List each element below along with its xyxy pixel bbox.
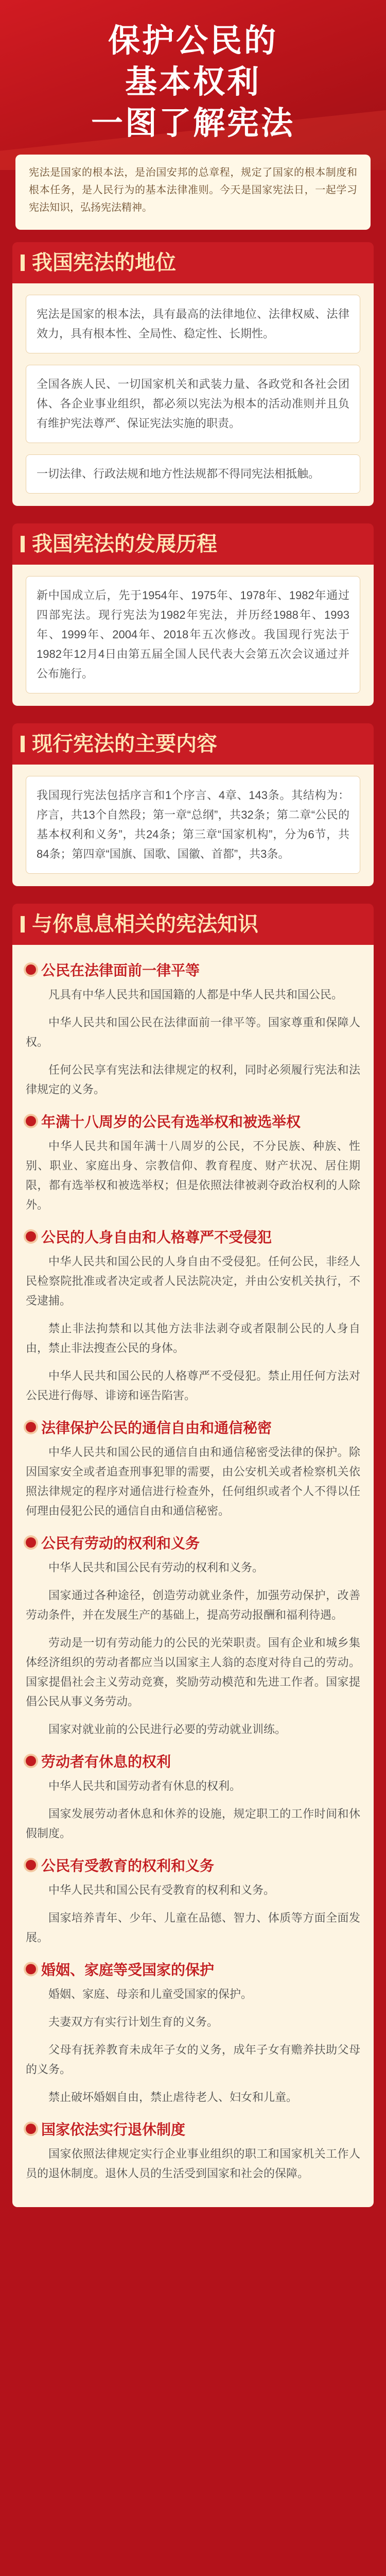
section-body <box>12 565 374 706</box>
history-card: 新中国成立后，先于1954年、1975年、1978年、1982年通过四部宪法。现行宪法为1982年宪法，并历经1988年、1993年、1999年、2004年、2018年五次修改。我国现行宪法于1982年12月4日由第五届全国人民代表大会第五次会议通过并公布施行。 <box>26 576 360 693</box>
knowledge-para: 婚姻、家庭、母亲和儿童受国家的保护。 <box>48 1988 253 2001</box>
knowledge-item-title-text: 公民有受教育的权利和义务 <box>41 1858 215 1874</box>
intro-box: 宪法是国家的根本法，是治国安邦的总章程，规定了国家的根本制度和根本任务，是人民行为的基本法律准则。今天是国家宪法日，一起学习宪法知识，弘扬宪法精神。 <box>15 155 371 230</box>
knowledge-para: 中华人民共和国年满十八周岁的公民，不分民族、种族、性别、职业、家庭出身、宗教信仰、教育程度、财产状况、居住期限，都有选举权和被选举权；但是依照法律被剥夺政治权利的人除外。 <box>26 1140 360 1211</box>
bullet-icon <box>26 1537 36 1548</box>
section-status <box>12 242 374 506</box>
knowledge-para: 禁止破坏婚姻自由，禁止虐待老人、妇女和儿童。 <box>48 2091 298 2104</box>
knowledge-para: 凡具有中华人民共和国国籍的人都是中华人民共和国公民。 <box>48 988 343 1001</box>
knowledge-item-8 <box>26 1959 360 2107</box>
section-title: 我国宪法的地位 <box>12 242 374 283</box>
title-line-2: 基本权利 <box>125 64 261 100</box>
knowledge-item-4 <box>26 1417 360 1521</box>
bullet-icon <box>26 1860 36 1870</box>
title-line-3: 一图了解宪法 <box>91 106 295 141</box>
knowledge-para: 中华人民共和国公民有劳动的权利和义务。 <box>48 1561 264 1574</box>
content-card: 我国现行宪法包括序言和1个序言、4章、143条。其结构为：序言，共13个自然段；第一章“总纲”，共32条；第二章“公民的基本权利和义务”，共24条；第三章“国家机构”，分为6节，共84条；第四章“国旗、国歌、国徽、首都”，共3条。 <box>26 776 360 874</box>
knowledge-item-title <box>26 1532 360 1553</box>
section-history <box>12 523 374 706</box>
knowledge-para: 国家通过各种途径，创造劳动就业条件，加强劳动保护，改善劳动条件，并在发展生产的基础上，提高劳动报酬和福利待遇。 <box>26 1589 360 1621</box>
knowledge-item-title <box>26 1111 360 1131</box>
knowledge-para: 国家对就业前的公民进行必要的劳动就业训练。 <box>48 1723 287 1736</box>
knowledge-item-3 <box>26 1226 360 1405</box>
knowledge-para: 中华人民共和国公民的通信自由和通信秘密受法律的保护。除因国家安全或者追查刑事犯罪的需要，由公安机关或者检察机关依照法律规定的程序对通信进行检查外，任何组织或者个人不得以任何理由侵犯公民的通信自由和通信秘密。 <box>26 1446 360 1517</box>
knowledge-para: 中华人民共和国公民的人格尊严不受侵犯。禁止用任何方法对公民进行侮辱、诽谤和诬告陷害。 <box>26 1369 360 1402</box>
knowledge-item-title <box>26 1226 360 1247</box>
bullet-icon <box>26 1116 36 1126</box>
knowledge-item-6 <box>26 1751 360 1843</box>
knowledge-item-title-text: 公民在法律面前一律平等 <box>41 962 200 978</box>
status-card-1: 宪法是国家的根本法，具有最高的法律地位、法律权威、法律效力，具有根本性、全局性、稳定性、长期性。 <box>26 295 360 353</box>
title-line-1: 保护公民的 <box>108 23 278 59</box>
knowledge-para: 禁止非法拘禁和以其他方法非法剥夺或者限制公民的人身自由，禁止非法搜查公民的身体。 <box>26 1322 360 1354</box>
knowledge-item-5 <box>26 1532 360 1739</box>
section-title: 我国宪法的发展历程 <box>12 523 374 565</box>
header-banner <box>0 0 386 170</box>
knowledge-item-title-text: 年满十八周岁的公民有选举权和被选举权 <box>41 1114 301 1130</box>
knowledge-item-title <box>26 2119 360 2139</box>
knowledge-item-title <box>26 1751 360 1771</box>
knowledge-para: 父母有抚养教育未成年子女的义务，成年子女有赡养扶助父母的义务。 <box>26 2043 360 2076</box>
section-body <box>12 945 374 2207</box>
bullet-icon <box>26 1422 36 1432</box>
knowledge-item-title-text: 公民的人身自由和人格尊严不受侵犯 <box>41 1229 272 1245</box>
knowledge-item-title-text: 公民有劳动的权利和义务 <box>41 1535 200 1551</box>
knowledge-para: 夫妻双方有实行计划生育的义务。 <box>48 2015 219 2028</box>
section-title: 现行宪法的主要内容 <box>12 723 374 765</box>
knowledge-para: 中华人民共和国公民有受教育的权利和义务。 <box>48 1884 275 1896</box>
knowledge-para: 中华人民共和国劳动者有休息的权利。 <box>48 1780 241 1792</box>
status-card-3: 一切法律、行政法规和地方性法规都不得同宪法相抵触。 <box>26 454 360 494</box>
knowledge-item-9 <box>26 2119 360 2183</box>
knowledge-item-title-text: 婚姻、家庭等受国家的保护 <box>41 1962 215 1978</box>
knowledge-item-title-text: 国家依法实行退休制度 <box>41 2122 186 2138</box>
section-knowledge <box>12 904 374 2207</box>
status-card-2: 全国各族人民、一切国家机关和武装力量、各政党和各社会团体、各企业事业组织，都必须以宪法为根本的活动准则并且负有维护宪法尊严、保证宪法实施的职责。 <box>26 365 360 443</box>
section-body <box>12 765 374 886</box>
bullet-icon <box>26 1756 36 1766</box>
bullet-icon <box>26 1231 36 1242</box>
knowledge-para: 国家发展劳动者休息和休养的设施，规定职工的工作时间和休假制度。 <box>26 1807 360 1840</box>
knowledge-item-title <box>26 1855 360 1875</box>
knowledge-item-7 <box>26 1855 360 1947</box>
knowledge-para: 任何公民享有宪法和法律规定的权利，同时必须履行宪法和法律规定的义务。 <box>26 1063 360 1096</box>
knowledge-para: 劳动是一切有劳动能力的公民的光荣职责。国有企业和城乡集体经济组织的劳动者都应当以国家主人翁的态度对待自己的劳动。国家提倡社会主义劳动竞赛，奖励劳动模范和先进工作者。国家提倡公民从事义务劳动。 <box>26 1636 360 1708</box>
bullet-icon <box>26 1964 36 1974</box>
knowledge-para: 国家依照法律规定实行企业事业组织的职工和国家机关工作人员的退休制度。退休人员的生活受到国家和社会的保障。 <box>26 2147 360 2180</box>
bullet-icon <box>26 964 36 975</box>
knowledge-para: 中华人民共和国公民的人身自由不受侵犯。任何公民，非经人民检察院批准或者决定或者人民法院决定，并由公安机关执行，不受逮捕。 <box>26 1255 360 1307</box>
page-title <box>0 21 386 144</box>
knowledge-item-title <box>26 1959 360 1979</box>
content <box>0 242 386 2225</box>
knowledge-item-2 <box>26 1111 360 1215</box>
knowledge-item-1 <box>26 959 360 1099</box>
knowledge-item-title-text: 劳动者有休息的权利 <box>41 1754 171 1770</box>
section-body <box>12 283 374 506</box>
bullet-icon <box>26 2124 36 2134</box>
section-title: 与你息息相关的宪法知识 <box>12 904 374 945</box>
knowledge-para: 国家培养青年、少年、儿童在品德、智力、体质等方面全面发展。 <box>26 1911 360 1944</box>
knowledge-item-title <box>26 959 360 980</box>
knowledge-item-title-text: 法律保护公民的通信自由和通信秘密 <box>41 1420 272 1436</box>
knowledge-item-title <box>26 1417 360 1437</box>
section-content <box>12 723 374 886</box>
knowledge-para: 中华人民共和国公民在法律面前一律平等。国家尊重和保障人权。 <box>26 1016 360 1048</box>
